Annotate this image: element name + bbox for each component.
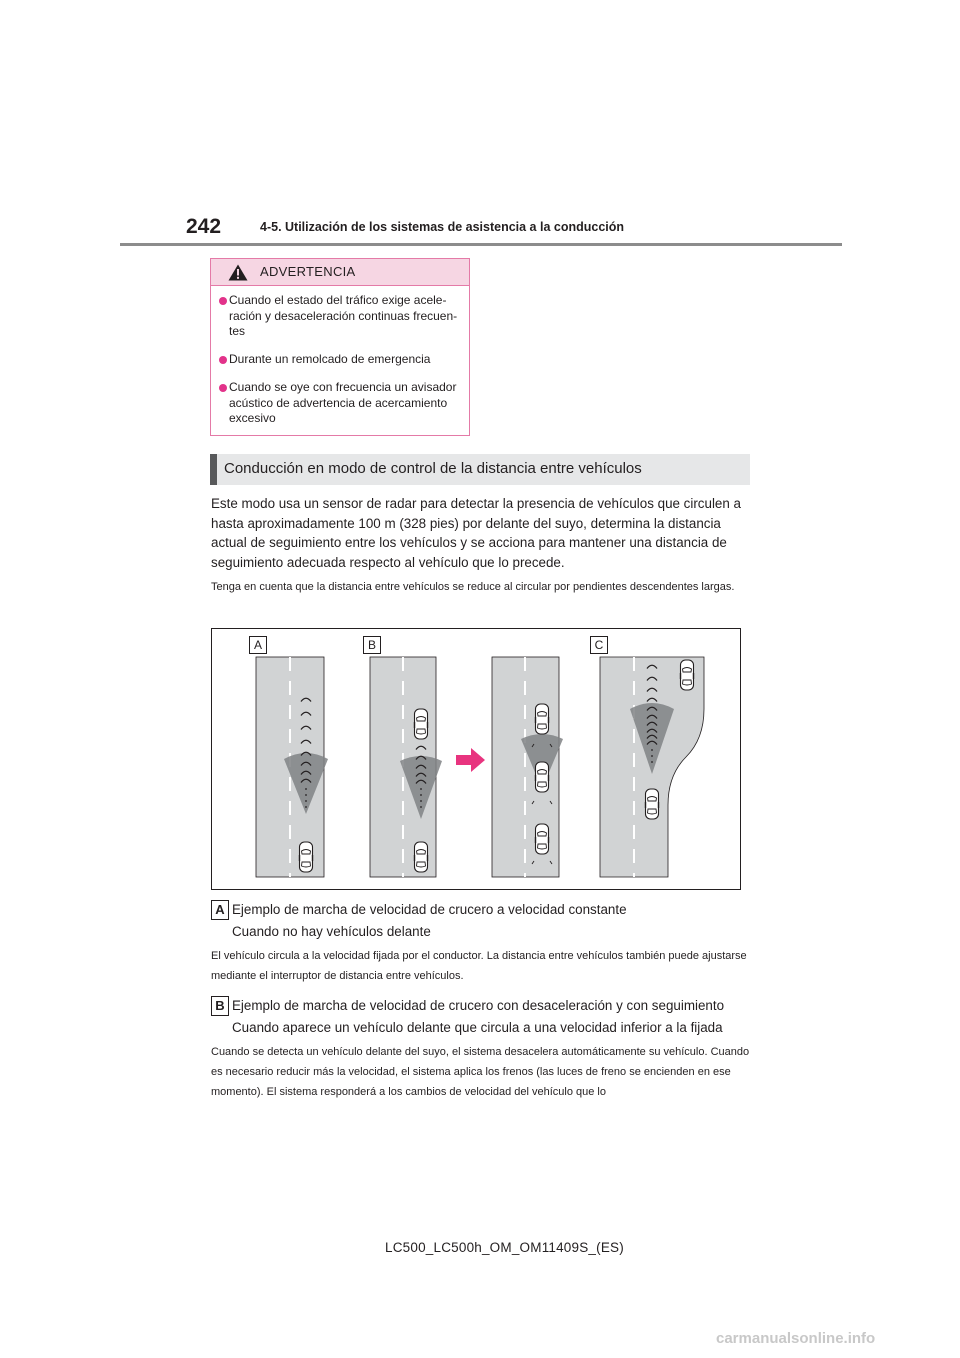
- figure-label-b: B: [363, 636, 381, 654]
- section-title: 4-5. Utilización de los sistemas de asistencia a la conducción: [260, 220, 625, 234]
- page-number: 242: [186, 215, 222, 238]
- section-heading-text: Conducción en modo de control de la distancia entre vehículos: [224, 460, 642, 477]
- warning-item-text: Durante un remolcado de emergencia: [229, 352, 431, 366]
- caption-marker-b: B: [211, 996, 229, 1016]
- diagram-graphic: [212, 629, 740, 889]
- bullet-icon: [219, 356, 227, 364]
- figure-label-a: A: [249, 636, 267, 654]
- caption-b-detail: Cuando se detecta un vehículo delante del suyo, el sistema desacelera automáticamente su vehículo. Cuando es necesario reducir más la velocidad, el sistema aplica los frenos (las luces de freno se encienden en ese momento). El sistema responderá a los cambios de velocidad del vehículo que lo: [211, 1046, 750, 1098]
- warning-item: [219, 380, 464, 430]
- caption-b-title: Ejemplo de marcha de velocidad de crucero con desaceleración y con seguimiento: [232, 998, 725, 1013]
- bullet-icon: [219, 384, 227, 392]
- panel-a: [256, 657, 328, 877]
- warning-item: [219, 293, 464, 343]
- watermark: carmanualsonline.info: [716, 1330, 876, 1347]
- panel-b-following: [492, 657, 563, 877]
- warning-title: ADVERTENCIA: [260, 264, 356, 279]
- section-heading: [210, 454, 750, 485]
- warning-box: [210, 258, 470, 436]
- warning-item-text: Cuando se oye con frecuencia un avisador acústico de advertencia de acercamiento excesivo: [229, 380, 457, 425]
- caption-marker-a: A: [211, 900, 229, 920]
- acc-diagram: [211, 628, 741, 890]
- panel-b-approach: [370, 657, 442, 877]
- section-heading-bar: [210, 454, 217, 485]
- warning-item-text: Cuando el estado del tráfico exige acele-ración y desaceleración continuas frecuen-tes: [229, 293, 458, 338]
- caption-a-detail: El vehículo circula a la velocidad fijada por el conductor. La distancia entre vehículos también puede ajustarse mediante el interruptor de distancia entre vehículos.: [211, 950, 747, 982]
- warning-item: [219, 352, 464, 370]
- transition-arrow: [456, 748, 485, 772]
- intro-paragraph: Este modo usa un sensor de radar para detectar la presencia de vehículos que circulen a hasta aproximadamente 100 m (328 pies) por delante del suyo, determina la distancia actual de seguimiento entre los vehículos y se acciona para mantener una distancia de seguimiento adecuada respecto al vehículo que lo precede.: [211, 496, 741, 570]
- figure-label-c: C: [590, 636, 608, 654]
- caption-b-subtitle: Cuando aparece un vehículo delante que circula a una velocidad inferior a la fijada: [232, 1020, 723, 1035]
- warning-header: [211, 259, 469, 286]
- caption-a-title: Ejemplo de marcha de velocidad de crucero a velocidad constante: [232, 902, 627, 917]
- manual-code: LC500_LC500h_OM_OM11409S_(ES): [385, 1240, 624, 1255]
- panel-c: [600, 657, 704, 877]
- bullet-icon: [219, 297, 227, 305]
- warning-triangle-icon: [228, 264, 248, 281]
- note-paragraph: Tenga en cuenta que la distancia entre vehículos se reduce al circular por pendientes descendentes largas.: [211, 581, 735, 593]
- caption-a-subtitle: Cuando no hay vehículos delante: [232, 924, 431, 939]
- header-rule: [120, 243, 842, 246]
